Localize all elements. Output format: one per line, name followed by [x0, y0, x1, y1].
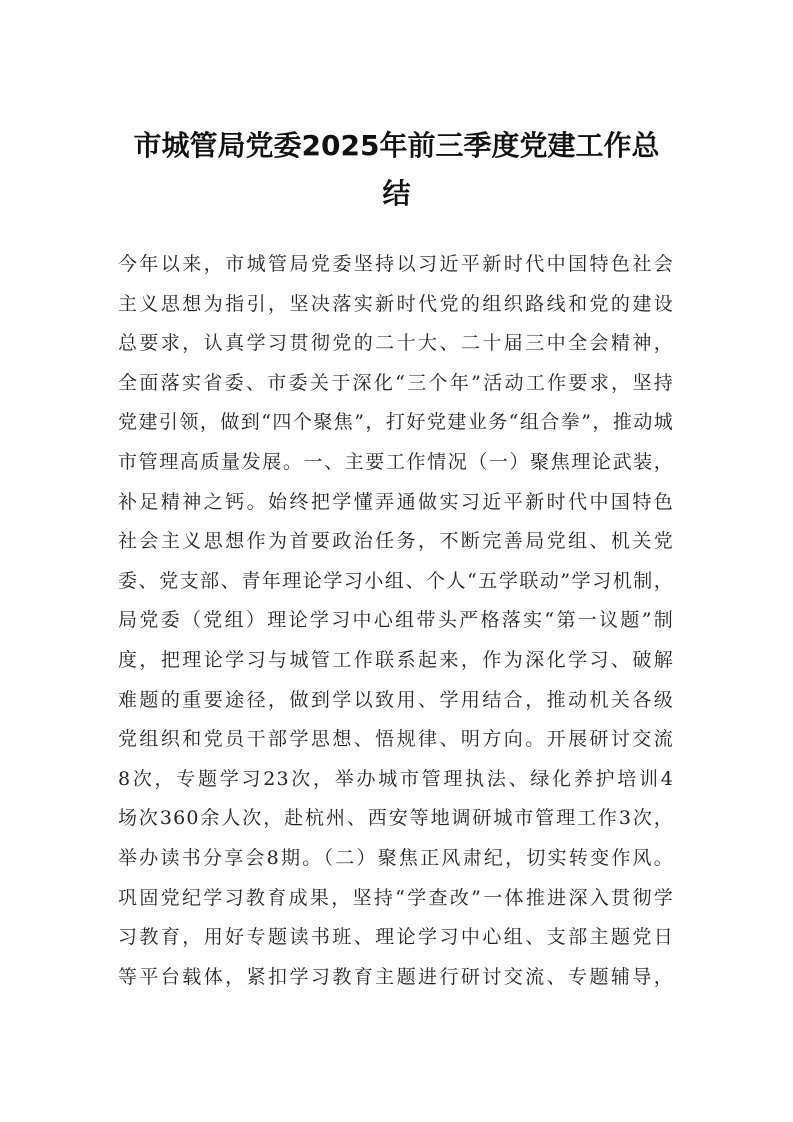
- paragraph-line: 补足精神之钙。始终把学懂弄通做实习近平新时代中国特色: [118, 490, 674, 513]
- paragraph-line: 全面落实省委、市委关于深化“三个年”活动工作要求，坚持: [118, 371, 674, 394]
- document-title: [100, 122, 693, 218]
- paragraph-line: 主义思想为指引，坚决落实新时代党的组织路线和党的建设: [118, 292, 674, 315]
- paragraph-line: 习教育，用好专题读书班、理论学习中心组、支部主题党日: [118, 926, 674, 949]
- paragraph-line: 总要求，认真学习贯彻党的二十大、二十届三中全会精神，: [118, 332, 674, 355]
- paragraph-line: 市管理高质量发展。一、主要工作情况（一）聚焦理论武装，: [118, 450, 674, 473]
- paragraph-line: 难题的重要途径，做到学以致用、学用结合，推动机关各级: [118, 688, 674, 711]
- paragraph-line: 党组织和党员干部学思想、悟规律、明方向。开展研讨交流: [118, 728, 674, 751]
- paragraph-line: 党建引领，做到“四个聚焦”，打好党建业务“组合拳”，推动城: [118, 411, 674, 434]
- paragraph-line: 局党委（党组）理论学习中心组带头严格落实“第一议题”制: [118, 609, 674, 632]
- body-paragraph: [118, 245, 674, 997]
- paragraph-line: 社会主义思想作为首要政治任务，不断完善局党组、机关党: [118, 530, 674, 553]
- title-line: 市城管局党委2025年前三季度党建工作总: [133, 129, 660, 162]
- paragraph-line: 委、党支部、青年理论学习小组、个人“五学联动”学习机制，: [118, 569, 674, 592]
- title-line: 结: [382, 177, 411, 210]
- paragraph-line: 场次360余人次，赴杭州、西安等地调研城市管理工作3次，: [118, 807, 674, 830]
- paragraph-line: 8次，专题学习23次，举办城市管理执法、绿化养护培训4: [118, 767, 674, 790]
- paragraph-line: 今年以来，市城管局党委坚持以习近平新时代中国特色社会: [118, 253, 674, 275]
- paragraph-line: 举办读书分享会8期。（二）聚焦正风肃纪，切实转变作风。: [118, 846, 674, 869]
- paragraph-line: 巩固党纪学习教育成果，坚持“学查改”一体推进深入贯彻学: [118, 886, 674, 909]
- paragraph-line: 度，把理论学习与城管工作联系起来，作为深化学习、破解: [118, 648, 674, 671]
- paragraph-line: 等平台载体，紧扣学习教育主题进行研讨交流、专题辅导，: [118, 965, 674, 988]
